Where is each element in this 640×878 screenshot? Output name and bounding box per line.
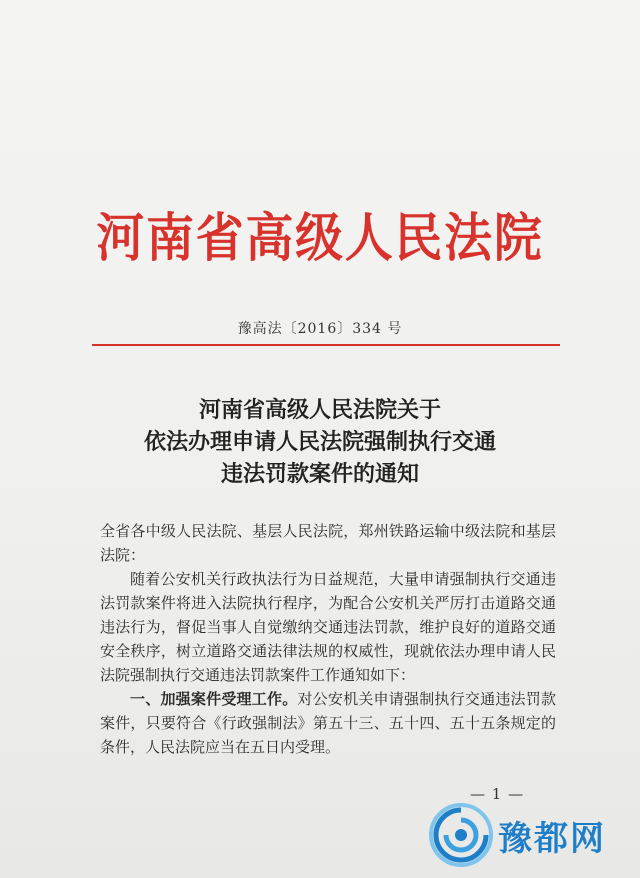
notice-title-line: 违法罚款案件的通知 [220, 461, 419, 487]
section-1-text: 对公安机关申请强制执行交通违法罚款案件，只要符合《行政强制法》第五十三、五十四、五十五条规定的条件，人民法院应当在五日内受理。 [100, 690, 556, 756]
section-1 [100, 687, 556, 759]
notice-title-line: 依法办理申请人民法院强制执行交通 [143, 429, 496, 455]
red-header-divider [92, 344, 560, 346]
document-number: 豫高法〔2016〕334 号 [237, 321, 403, 337]
notice-title [0, 394, 640, 490]
watermark-site-name: 豫都网 [498, 818, 606, 859]
paragraph-intro: 随着公安机关行政执法行为日益规范，大量申请强制执行交通违法罚款案件将进入法院执行程序，为配合公安机关严厉打击道路交通违法行为，督促当事人自觉缴纳交通违法罚款，维护良好的道路交通安全秩序，树立道路交通法律法规的权威性，现就依法办理申请人民法院强制执行交通违法罚款案件工作通知如下： [100, 570, 556, 684]
site-watermark [426, 800, 636, 870]
swirl-logo-icon [426, 800, 496, 870]
section-1-heading: 一、加强案件受理工作。 [130, 690, 298, 708]
page-number: — 1 — [470, 785, 525, 803]
notice-title-line: 河南省高级人民法院关于 [198, 397, 441, 423]
issuing-organization-title: 河南省高级人民法院 [96, 208, 544, 269]
addressee: 全省各中级人民法院、基层人民法院，郑州铁路运输中级法院和基层法院： [100, 522, 556, 564]
notice-body [100, 519, 556, 759]
